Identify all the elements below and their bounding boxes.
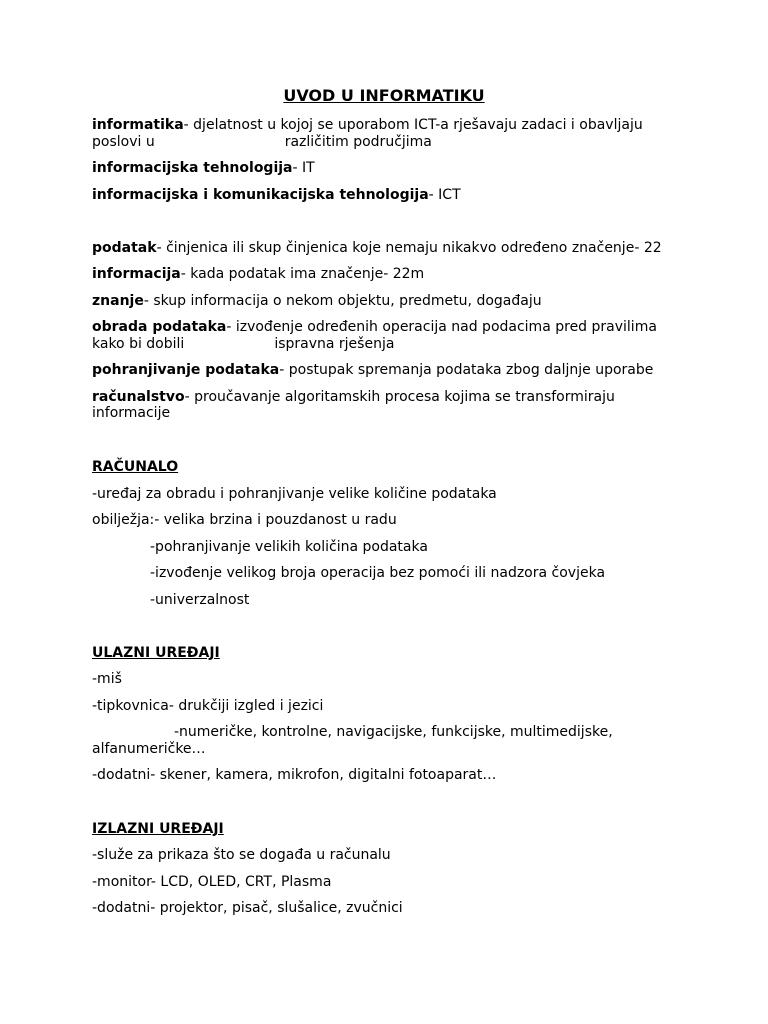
term: računalstvo (92, 389, 185, 405)
ulazni-line: -dodatni- skener, kamera, mikrofon, digitalni fotoaparat… (92, 767, 497, 783)
section-heading-racunalo: RAČUNALO (92, 459, 179, 475)
definition-informatika (92, 117, 682, 134)
izlazni-line: -služe za prikaza što se događa u računalu (92, 847, 391, 863)
term: podatak (92, 240, 157, 256)
definition-ict (92, 187, 682, 204)
definition-text: - ICT (428, 187, 461, 203)
definition-racunalstvo (92, 389, 682, 406)
definition-text: - postupak spremanja podataka zbog daljnje uporabe (279, 362, 654, 378)
definition-text: - IT (292, 160, 315, 176)
racunalo-item: -pohranjivanje velikih količina podataka (150, 539, 428, 555)
definition-informacija (92, 266, 682, 283)
page-title: UVOD U INFORMATIKU (283, 86, 485, 105)
definition-znanje (92, 293, 682, 310)
ulazni-line: -tipkovnica- drukčiji izgled i jezici (92, 698, 324, 714)
definition-text: poslovi u (92, 134, 155, 150)
definition-text: - djelatnost u kojoj se uporabom ICT-a rješavaju zadaci i obavljaju (183, 117, 643, 133)
term: informacijska tehnologija (92, 160, 293, 176)
definition-text: - proučavanje algoritamskih procesa kojima se transformiraju (184, 389, 615, 405)
term: znanje (92, 293, 144, 309)
ulazni-line: -numeričke, kontrolne, navigacijske, funkcijske, multimedijske, (174, 724, 613, 740)
definition-text: informacije (92, 405, 171, 421)
ulazni-line: -miš (92, 671, 122, 687)
izlazni-line: -monitor- LCD, OLED, CRT, Plasma (92, 874, 332, 890)
racunalo-line: obilježja:- velika brzina i pouzdanost u radu (92, 512, 397, 528)
definition-obrada-podataka-cont (92, 336, 682, 353)
definition-text: - skup informacija o nekom objektu, predmetu, događaju (143, 293, 542, 309)
term: obrada podataka (92, 319, 227, 335)
definition-it (92, 160, 682, 177)
izlazni-line: -dodatni- projektor, pisač, slušalice, zvučnici (92, 900, 403, 916)
racunalo-item: -univerzalnost (150, 592, 250, 608)
term: informacija (92, 266, 181, 282)
definition-obrada-podataka (92, 319, 682, 336)
definition-pohranjivanje (92, 362, 682, 379)
ulazni-line: alfanumeričke… (92, 741, 206, 757)
term: informatika (92, 117, 184, 133)
definition-podatak (92, 240, 682, 257)
definition-text: - izvođenje određenih operacija nad podacima pred pravilima (226, 319, 657, 335)
definition-text: - kada podatak ima značenje- 22m (180, 266, 425, 282)
racunalo-line: -uređaj za obradu i pohranjivanje velike količine podataka (92, 486, 497, 502)
definition-racunalstvo-cont (92, 405, 682, 422)
definition-text: - činjenica ili skup činjenica koje nemaju nikakvo određeno značenje- 22 (156, 240, 662, 256)
racunalo-item: -izvođenje velikog broja operacija bez pomoći ili nadzora čovjeka (150, 565, 606, 581)
section-heading-izlazni: IZLAZNI UREĐAJI (92, 821, 224, 837)
definition-text: ispravna rješenja (274, 336, 395, 352)
term: informacijska i komunikacijska tehnologija (92, 187, 429, 203)
definition-text: kako bi dobili (92, 336, 185, 352)
term: pohranjivanje podataka (92, 362, 280, 378)
definition-informatika-cont (92, 134, 682, 151)
section-heading-ulazni: ULAZNI UREĐAJI (92, 645, 220, 661)
definition-text: različitim područjima (284, 134, 432, 150)
